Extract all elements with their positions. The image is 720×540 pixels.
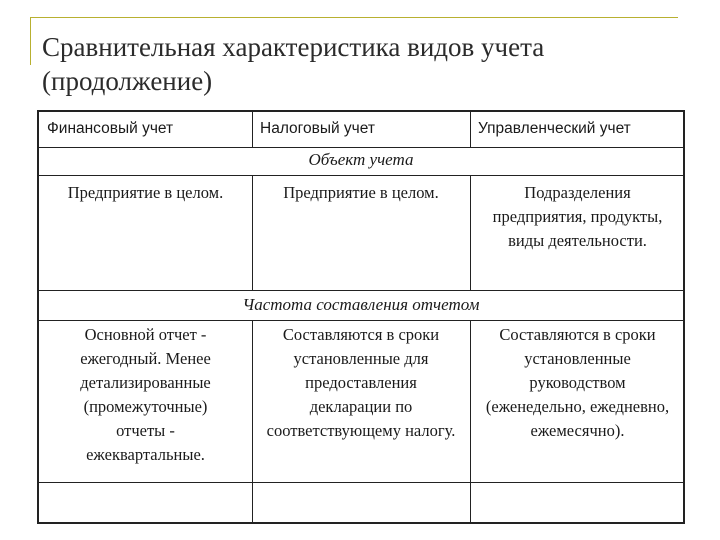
slide-title: Сравнительная характеристика видов учета (продолжение) [42,32,545,96]
header-management: Управленческий учет [478,120,631,137]
frequency-management: Составляются в сроки установленные руководством (еженедельно, ежедневно, ежемесячно). [485,325,670,440]
comparison-table [37,110,685,524]
decorative-frame-top [30,17,678,18]
column-divider [470,320,471,524]
column-divider [252,112,253,147]
frequency-row [39,320,683,482]
column-divider [252,175,253,290]
header-row [39,112,683,147]
frequency-tax: Составляются в сроки установленные для предоставления декларации по соответствующему налогу. [266,325,456,440]
column-divider [470,112,471,147]
section-object: Объект учета [308,150,414,169]
object-financial: Предприятие в целом. [67,183,224,202]
column-divider [470,175,471,290]
row-divider [39,147,683,148]
object-row [39,175,683,290]
section-frequency: Частота составления отчетом [242,295,480,314]
column-divider [252,320,253,524]
header-financial: Финансовый учет [47,120,174,137]
header-tax: Налоговый учет [260,120,375,137]
object-management: Подразделения предприятия, продукты, виды деятельности. [492,183,663,250]
row-divider [39,482,683,483]
frequency-financial: Основной отчет - ежегодный. Менее детализированные (промежуточные) отчеты - ежеквартальные. [80,325,211,464]
object-tax: Предприятие в целом. [283,183,439,202]
decorative-frame-left [30,17,31,65]
row-divider [39,290,683,291]
